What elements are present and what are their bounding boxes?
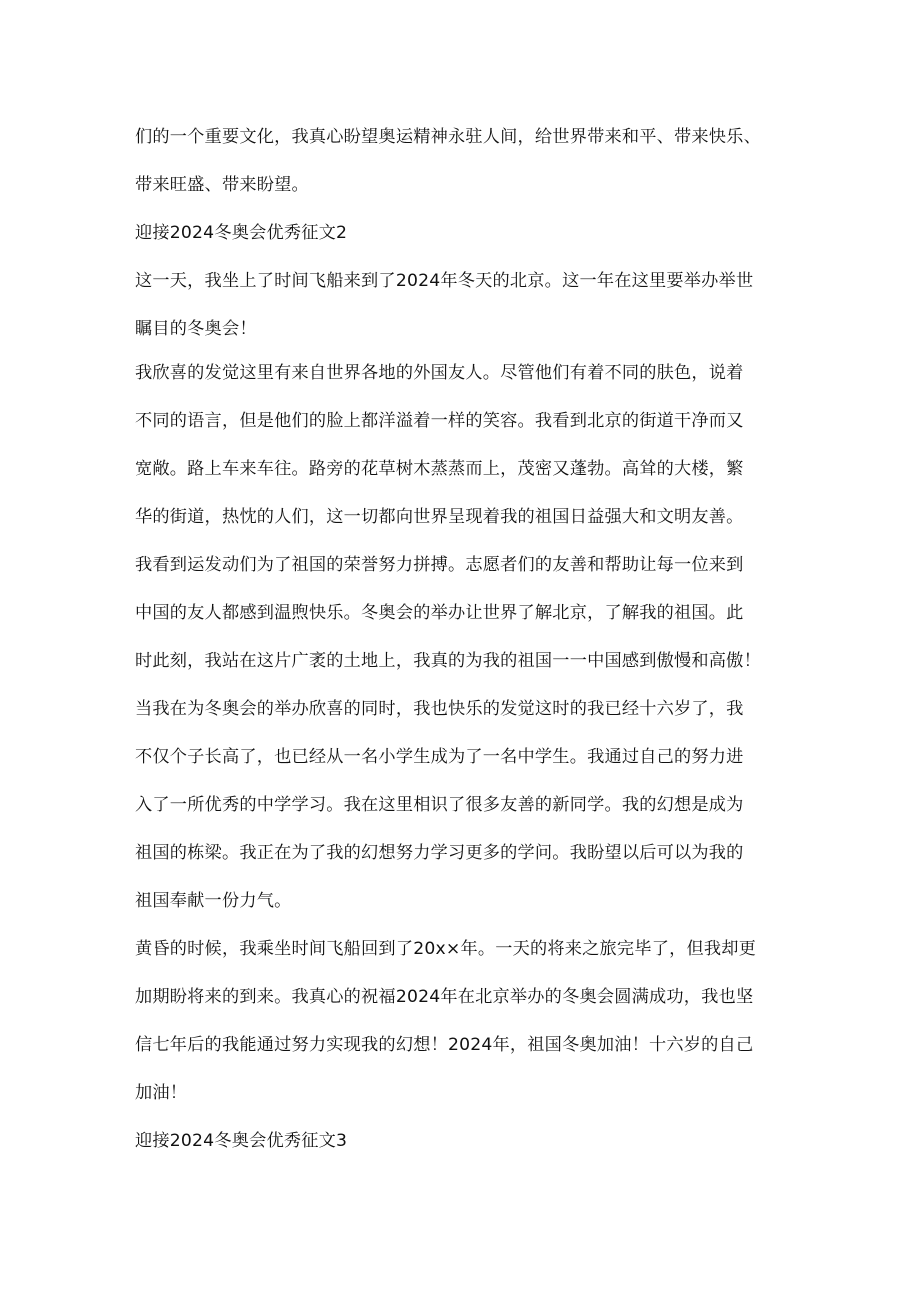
text-line: 我欣喜的发觉这里有来自世界各地的外国友人。尽管他们有着不同的肤色，说着 (135, 363, 744, 383)
text-line: 不仅个子长高了，也已经从一名小学生成为了一名中学生。我通过自己的努力进 (135, 747, 744, 767)
text-line: 瞩目的冬奥会！ (135, 319, 257, 339)
text-line: 祖国奉献一份力气。 (135, 891, 292, 911)
text-line: 们的一个重要文化，我真心盼望奥运精神永驻人间，给世界带来和平、带来快乐、 (135, 127, 761, 147)
text-line: 加期盼将来的到来。我真心的祝福2024年在北京举办的冬奥会圆满成功，我也坚 (135, 987, 754, 1007)
text-line: 入了一所优秀的中学学习。我在这里相识了很多友善的新同学。我的幻想是成为 (135, 795, 744, 815)
text-line: 华的街道，热忱的人们，这一切都向世界呈现着我的祖国日益强大和文明友善。 (135, 507, 744, 527)
text-line: 祖国的栋梁。我正在为了我的幻想努力学习更多的学问。我盼望以后可以为我的 (135, 843, 744, 863)
text-line: 黄昏的时候，我乘坐时间飞船回到了20x×年。一天的将来之旅完毕了，但我却更 (135, 939, 757, 959)
text-line: 带来旺盛、带来盼望。 (135, 175, 309, 195)
section-heading: 迎接2024冬奥会优秀征文2 (135, 223, 348, 243)
text-line: 这一天，我坐上了时间飞船来到了2024年冬天的北京。这一年在这里要举办举世 (135, 271, 754, 291)
section-heading: 迎接2024冬奥会优秀征文3 (135, 1131, 348, 1151)
text-line: 中国的友人都感到温煦快乐。冬奥会的举办让世界了解北京，了解我的祖国。此 (135, 603, 744, 623)
text-line: 信七年后的我能通过努力实现我的幻想！2024年，祖国冬奥加油！十六岁的自己 (135, 1035, 754, 1055)
text-line: 时此刻，我站在这片广袤的土地上，我真的为我的祖国一一中国感到傲慢和高傲！ (135, 651, 761, 671)
text-line: 我看到运发动们为了祖国的荣誉努力拼搏。志愿者们的友善和帮助让每一位来到 (135, 555, 744, 575)
text-line: 当我在为冬奥会的举办欣喜的同时，我也快乐的发觉这时的我已经十六岁了，我 (135, 699, 744, 719)
text-line: 加油！ (135, 1083, 188, 1103)
text-line: 宽敞。路上车来车往。路旁的花草树木蒸蒸而上，茂密又蓬勃。高耸的大楼，繁 (135, 459, 744, 479)
text-line: 不同的语言，但是他们的脸上都洋溢着一样的笑容。我看到北京的街道干净而又 (135, 411, 744, 431)
